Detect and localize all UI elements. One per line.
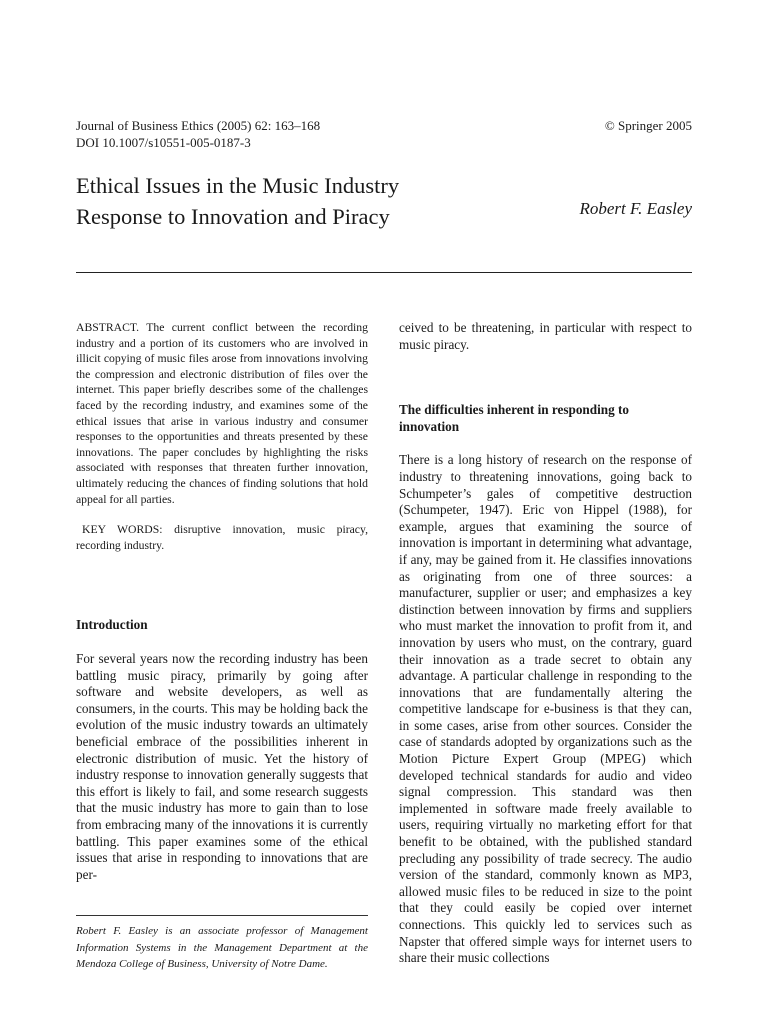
paper-title bbox=[76, 170, 399, 232]
introduction-paragraph: For several years now the recording industry has been battling music piracy, primarily by going after software and website developers, as well as consumers, in the courts. This may be holding back the evolution of the music industry towards an ultimately beneficial embrace of the possibilities inherent in electronic distribution of music. Yet the history of industry response to innovation generally suggests that this effort is likely to fail, and some research suggests that the music industry has more to gain than to lose from embracing many of the innovations it is currently battling. This paper examines some of the ethical issues that arise in responding to innovations that are per- bbox=[76, 651, 368, 882]
section-heading-introduction: Introduction bbox=[76, 617, 148, 632]
title-line-1: Ethical Issues in the Music Industry bbox=[76, 173, 400, 198]
title-divider bbox=[76, 272, 692, 273]
section-heading-difficulties: The difficulties inherent in responding to innovation bbox=[399, 402, 629, 434]
footnote-divider bbox=[76, 915, 368, 916]
author-name: Robert F. Easley bbox=[579, 199, 692, 218]
doi-line: DOI 10.1007/s10551-005-0187-3 bbox=[76, 135, 251, 150]
continued-paragraph: ceived to be threatening, in particular with respect to music piracy. bbox=[399, 320, 692, 352]
title-line-2: Response to Innovation and Piracy bbox=[76, 204, 390, 229]
right-column bbox=[399, 320, 692, 967]
abstract: ABSTRACT. The current conflict between the recording industry and a portion of its customers who are involved in illicit copying of music files arose from innovations involving the compression and electronic distribution of files over the internet. This paper briefly describes some of the challenges faced by the recording industry, and examines some of the ethical issues that arise in various industry and consumer responses to the opportunities and threats presented by these innovations. The paper concludes by highlighting the risks associated with responses that threaten further innovation, ultimately reducing the chances of finding solutions that hold appeal for all parties. bbox=[76, 321, 368, 506]
journal-line: Journal of Business Ethics (2005) 62: 163–168 bbox=[76, 118, 321, 133]
author-footnote: Robert F. Easley is an associate professor of Management Information Systems in the Management Department at the Mendoza College of Business, University of Notre Dame. bbox=[76, 925, 368, 970]
left-column bbox=[76, 320, 368, 882]
copyright-notice: © Springer 2005 bbox=[604, 118, 692, 133]
keywords: KEY WORDS: disruptive innovation, music piracy, recording industry. bbox=[76, 523, 368, 552]
journal-citation bbox=[76, 117, 320, 151]
difficulties-paragraph: There is a long history of research on the response of industry to threatening innovations, going back to Schumpeter’s gales of competitive destruction (Schumpeter, 1947). Eric von Hippel (1988), for example, argues that examining the source of innovation is important in determining what advantage, if any, may be gained from it. He classifies innovations as originating from one of three sources: a manufacturer, supplier or user; and emphasizes a key distinction between innovation by firms and suppliers who must market the innovation to profit from it, and innovation by users who must, on the contrary, guard their innovation as a trade secret to obtain any advantage. A particular challenge in responding to the innovations that are fundamentally altering the competitive landscape for e-business is that they can, in some cases, arise from other sources. Consider the case of standards adopted by organizations such as the Motion Picture Expert Group (MPEG) which developed technical standards for audio and video signal compression. This standard was then implemented in software made freely available to users, requiring virtually no marketing effort for that benefit to be obtained, with the published standard precluding any possibility of trade secrecy. The audio version of the standard, commonly known as MP3, allowed music files to be reduced in size to the point that they could easily be copied over internet connections. This quickly led to services such as Napster that offered simple ways for internet users to share their music collections bbox=[399, 452, 692, 966]
